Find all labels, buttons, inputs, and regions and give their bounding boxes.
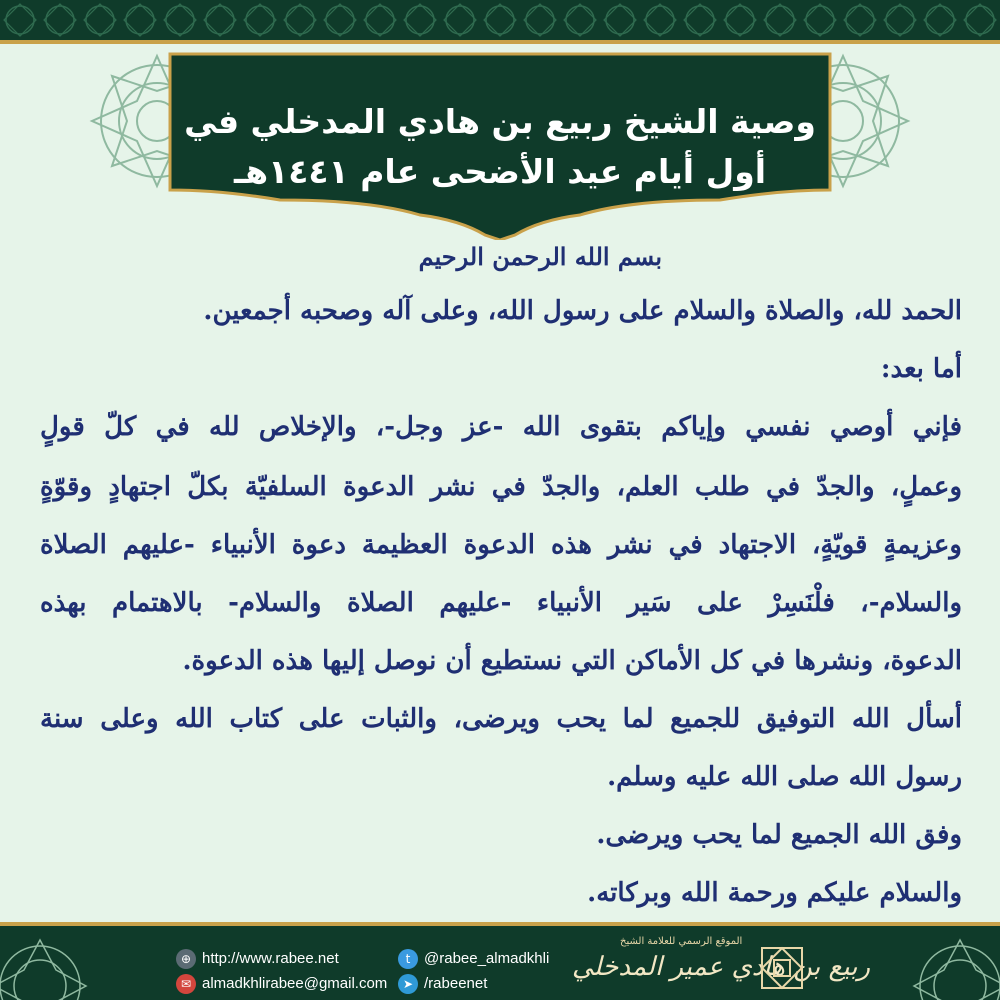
text-line-5: وعزيمةٍ قويّةٍ، الاجتهاد في نشر هذه الدعوة العظيمة دعوة الأنبياء -عليهم الصلاة xyxy=(40,530,962,560)
bismillah: بسم الله الرحمن الرحيم xyxy=(418,242,662,271)
top-pattern-band xyxy=(0,0,1000,40)
globe-icon: ⊕ xyxy=(176,949,196,969)
text-line-11: والسلام عليكم ورحمة الله وبركاته. xyxy=(587,878,962,908)
geometric-pattern xyxy=(0,0,1000,40)
title-line-1: وصية الشيخ ربيع بن هادي المدخلي في xyxy=(184,102,816,141)
brand-name: ربيع بن هادي عمير المدخلي xyxy=(572,952,871,982)
text-line-10: وفق الله الجميع لما يحب ويرضى. xyxy=(596,820,962,850)
footer-bar xyxy=(0,922,1000,1000)
footer-right-ornament xyxy=(870,926,1000,1000)
website-link[interactable]: http://www.rabee.net xyxy=(202,950,339,967)
footer-gold-border xyxy=(0,922,1000,926)
site-logo xyxy=(758,944,806,992)
text-line-1: الحمد لله، والصلاة والسلام على رسول الله، وعلى آله وصحبه أجمعين. xyxy=(203,296,962,326)
brand-subtitle: الموقع الرسمي للعلامة الشيخ xyxy=(620,936,743,947)
telegram-handle[interactable]: /rabeenet xyxy=(424,975,488,992)
text-line-4: وعملٍ، والجدّ في طلب العلم، والجدّ في نشر الدعوة السلفيّة بكلّ اجتهادٍ وقوّةٍ xyxy=(40,472,962,502)
title-line-2: أول أيام عيد الأضحى عام ١٤٤١هـ xyxy=(233,152,767,191)
footer-left-ornament xyxy=(0,926,130,1000)
email-link[interactable]: almadkhlirabee@gmail.com xyxy=(202,975,388,992)
text-line-2: أما بعد: xyxy=(880,354,962,384)
text-line-9: رسول الله صلى الله عليه وسلم. xyxy=(607,762,962,792)
text-line-7: الدعوة، ونشرها في كل الأماكن التي نستطيع أن نوصل إليها هذه الدعوة. xyxy=(182,646,962,676)
text-line-8: أسأل الله التوفيق للجميع لما يحب ويرضى، والثبات على كتاب الله وعلى سنة xyxy=(40,704,962,734)
twitter-icon: t xyxy=(398,949,418,969)
mail-icon: ✉ xyxy=(176,974,196,994)
text-line-3: فإني أوصي نفسي وإياكم بتقوى الله -عز وجل-، والإخلاص لله في كلّ قولٍ xyxy=(40,412,962,442)
text-line-6: والسلام-، فلْنَسِرْ على سَير الأنبياء -عليهم الصلاة والسلام- بالاهتمام بهذه xyxy=(40,588,962,618)
twitter-handle[interactable]: @rabee_almadkhli xyxy=(424,950,550,967)
telegram-icon: ➤ xyxy=(398,974,418,994)
title-banner xyxy=(160,40,840,240)
